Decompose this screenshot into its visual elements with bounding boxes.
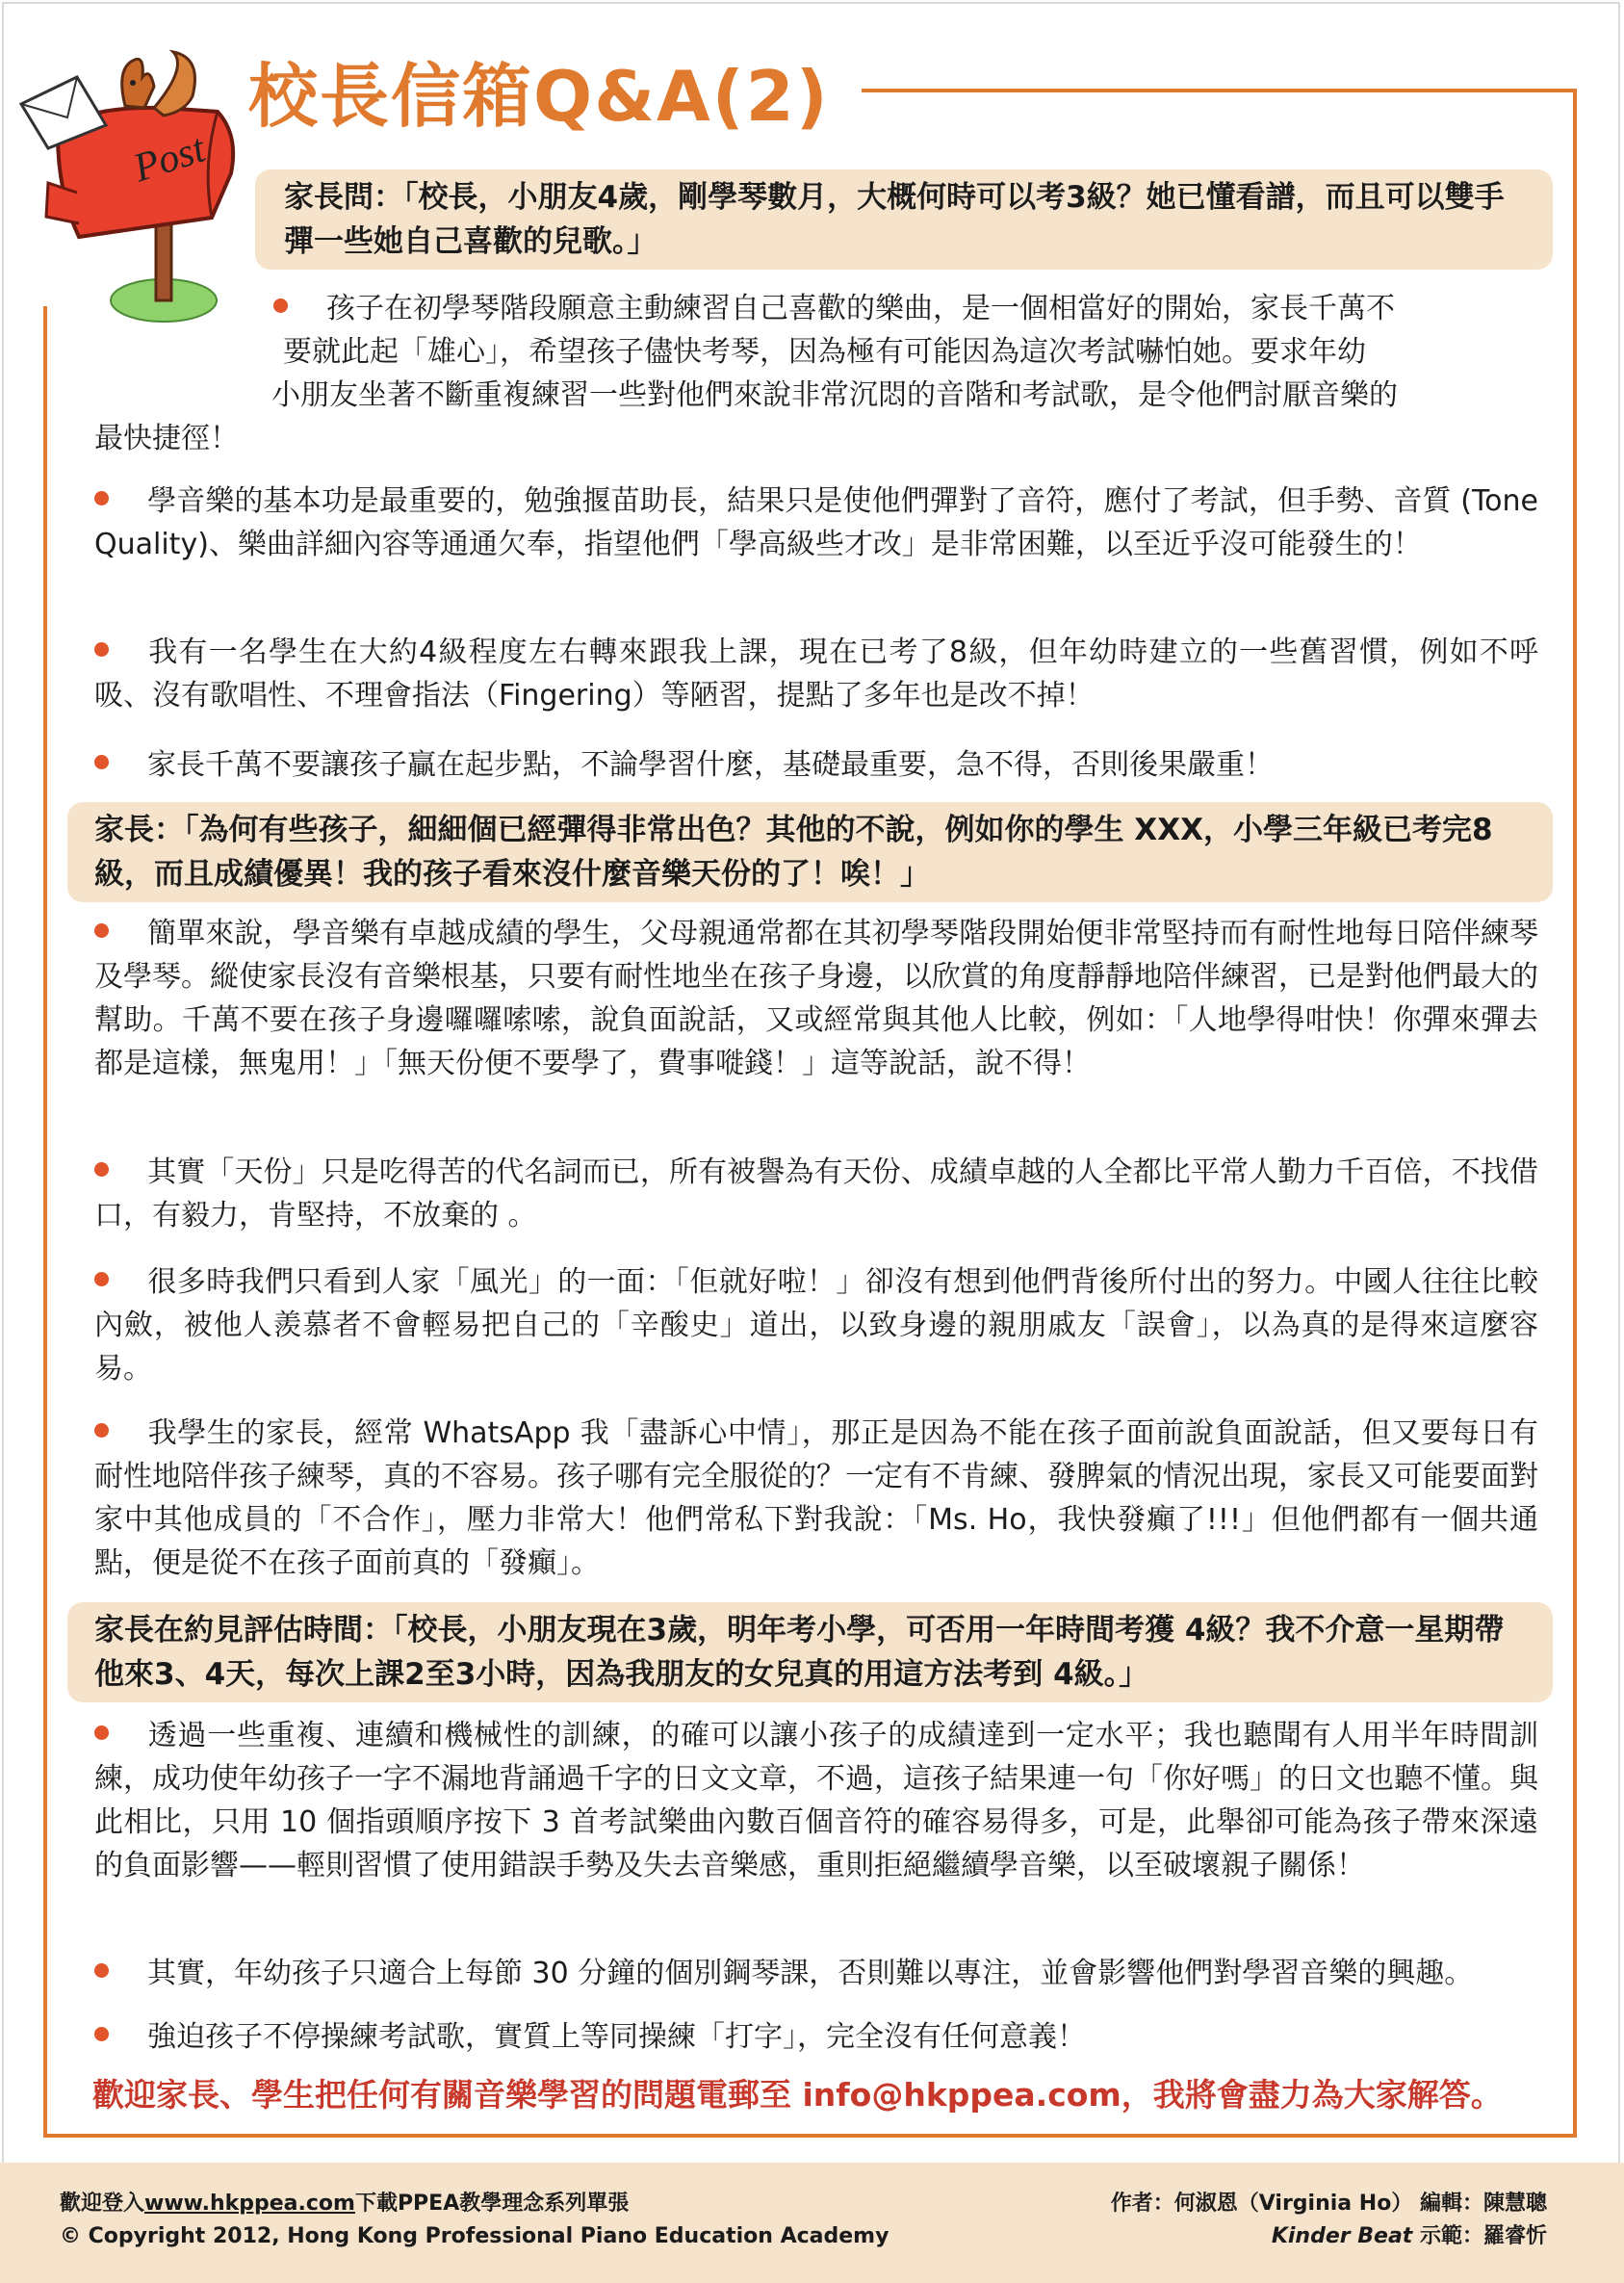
bullet-icon — [94, 1272, 109, 1286]
bullet-icon — [94, 1423, 109, 1438]
question-1: 家長問：「校長，小朋友4歲，剛學琴數月，大概何時可以考3級？她已懂看譜，而且可以雙手彈一些她自己喜歡的兒歌。」 — [255, 169, 1553, 270]
bullet-icon — [94, 923, 109, 938]
frame-right-line — [1573, 89, 1577, 2138]
frame-top-line — [862, 89, 1576, 92]
answer-1-line-2: 要就此起「雄心」，希望孩子儘快考琴，因為極有可能因為這次考試嚇怕她。要求年幼 — [283, 335, 1366, 369]
answer-paragraph-6: 其實「天份」只是吃得苦的代名詞而已，所有被譽為有天份、成績卓越的人全都比平常人勤力千百倍，不找借口，有毅力，肯堅持，不放棄的 。 — [94, 1155, 1538, 1232]
footer-demo: Kinder Beat 示範：羅睿忻 — [1271, 2224, 1547, 2248]
answer-paragraph-11: 強迫孩子不停操練考試歌，實質上等同操練「打字」，完全沒有任何意義！ — [94, 2015, 1538, 2059]
footer-author: 作者：何淑恩（Virginia Ho） 編輯：陳慧聰 — [1110, 2192, 1547, 2216]
answer-paragraph-3: 我有一名學生在大約4級程度左右轉來跟我上課，現在已考了8級，但年幼時建立的一些舊習慣，例如不呼吸、沒有歌唱性、不理會指法（Fingering）等陋習，提點了多年也是改不掉！ — [94, 636, 1538, 713]
footer-right — [1111, 2188, 1547, 2253]
question-3: 家長在約見評估時間：「校長，小朋友現在3歲，明年考小學，可否用一年時間考獲 4級？我不介意一星期帶他來3、4天，每次上課2至3小時，因為我朋友的女兒真的用這方法考到 4級。」 — [67, 1602, 1553, 1702]
bullet-icon — [94, 491, 109, 506]
answer-paragraph-9: 透過一些重複、連續和機械性的訓練，的確可以讓小孩子的成績達到一定水平；我也聽聞有人用半年時間訓練，成功使年幼孩子一字不漏地背誦過千字的日文文章，不過，這孩子結果連一句「你好嗎」的日文也聽不懂。與此相比，只用 10 個指頭順序按下 3 首考試樂曲內數百個音符的確容易得多，可是，此舉卻可能為孩子帶來深遠的負面影響——輕則習慣了使用錯誤手勢及失去音樂感，重則拒絕繼續學音樂，以至破壞親子關係！ — [94, 1719, 1538, 1882]
footer-copyright: © Copyright 2012, Hong Kong Professional Piano Education Academy — [60, 2224, 889, 2248]
frame-left-line — [43, 306, 47, 2138]
answer-paragraph-7: 很多時我們只看到人家「風光」的一面：「佢就好啦！」卻沒有想到他們背後所付出的努力。中國人往往比較內斂，被他人羨慕者不會輕易把自己的「辛酸史」道出，以致身邊的親朋戚友「誤會」，以為真的是得來這麼容易。 — [94, 1265, 1538, 1386]
question-2: 家長：「為何有些孩子，細細個已經彈得非常出色？其他的不說，例如你的學生 XXX，小學三年級已考完8級，而且成績優異！我的孩子看來沒什麼音樂天份的了！唉！」 — [67, 802, 1553, 902]
answer-1-line-4: 最快捷徑！ — [94, 422, 239, 455]
website-link[interactable]: www.hkppea.com — [144, 2192, 355, 2216]
closing-invitation: 歡迎家長、學生把任何有關音樂學習的問題電郵至 info@hkppea.com，我將會盡力為大家解答。 — [92, 2076, 1503, 2114]
answer-paragraph-2: 學音樂的基本功是最重要的，勉強揠苗助長，結果只是使他們彈對了音符，應付了考試，但手勢、音質 (Tone Quality)、樂曲詳細內容等通通欠奉，指望他們「學高級些才改」是非常困難，以至近乎沒可能發生的！ — [94, 484, 1538, 561]
mailbox-illustration — [19, 48, 241, 327]
answer-paragraph-1 — [94, 287, 1538, 460]
bullet-icon — [94, 755, 109, 769]
answer-paragraph-5: 簡單來說，學音樂有卓越成績的學生，父母親通常都在其初學琴階段開始便非常堅持而有耐性地每日陪伴練琴及學琴。縱使家長沒有音樂根基，只要有耐性地坐在孩子身邊，以欣賞的角度靜靜地陪伴練習，已是對他們最大的幫助。千萬不要在孩子身邊囉囉嗦嗦，說負面說話，又或經常與其他人比較，例如：「人地學得咁快！你彈來彈去都是這樣，無鬼用！」「無天份便不要學了，費事嘥錢！」這等說話，說不得！ — [94, 917, 1538, 1080]
bullet-icon — [94, 2027, 109, 2041]
bullet-icon — [94, 1162, 109, 1177]
answer-paragraph-8: 我學生的家長，經常 WhatsApp 我「盡訴心中情」，那正是因為不能在孩子面前說負面說話，但又要每日有耐性地陪伴孩子練琴，真的不容易。孩子哪有完全服從的？一定有不肯練、發脾氣的情況出現，家長又可能要面對家中其他成員的「不合作」，壓力非常大！他們常私下對我說：「Ms. Ho，我快發癲了!!!」但他們都有一個共通點，便是從不在孩子面前真的「發癲」。 — [94, 1416, 1538, 1580]
footer-download-line: 歡迎登入www.hkppea.com下載PPEA教學理念系列單張 — [60, 2192, 630, 2216]
squirrel-icon — [122, 52, 195, 116]
answer-paragraph-4: 家長千萬不要讓孩子贏在起步點，不論學習什麼，基礎最重要，急不得，否則後果嚴重！ — [94, 743, 1538, 787]
answer-1-line-3: 小朋友坐著不斷重複練習一些對他們來說非常沉悶的音階和考試歌，是令他們討厭音樂的 — [271, 378, 1398, 412]
page-title: 校長信箱Q&A(2) — [248, 56, 830, 137]
mailbox-post-label: Post — [128, 126, 211, 192]
answer-paragraph-10: 其實，年幼孩子只適合上每節 30 分鐘的個別鋼琴課，否則難以專注，並會影響他們對學習音樂的興趣。 — [94, 1952, 1538, 1995]
answer-1-line-1: 孩子在初學琴階段願意主動練習自己喜歡的樂曲，是一個相當好的開始，家長千萬不 — [94, 287, 1538, 330]
bullet-icon — [94, 1963, 109, 1978]
footer-left — [60, 2188, 889, 2253]
bullet-icon — [273, 298, 288, 313]
bullet-icon — [94, 642, 109, 657]
bullet-icon — [94, 1725, 109, 1740]
frame-bottom-line — [43, 2134, 1577, 2138]
